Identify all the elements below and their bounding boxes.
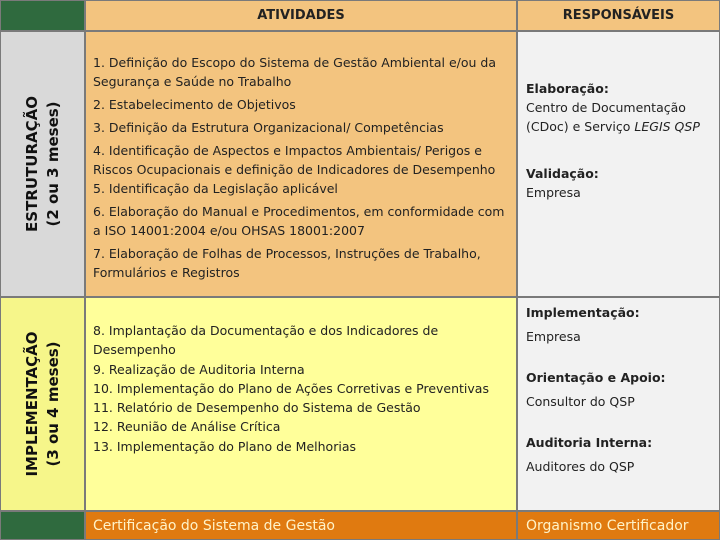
responsible-value: Auditores do QSP (526, 459, 635, 474)
activity-item: 2. Estabelecimento de Objetivos (93, 97, 296, 112)
phase-implementation-label-cell (0, 297, 85, 511)
phase-structuring-responsibles (517, 31, 720, 297)
phase-structuring-label-cell (0, 31, 85, 297)
footer-corner (0, 511, 85, 540)
activity-item: 8. Implantação da Documentação e dos Indicadores de Desempenho (93, 323, 439, 358)
phase-implementation-label (22, 331, 64, 476)
responsible-value: Empresa (526, 185, 581, 200)
phase-duration: (2 ou 3 meses) (43, 101, 62, 227)
footer-activity: Certificação do Sistema de Gestão (85, 511, 517, 540)
responsible-value: Centro de Documentação (CDoc) e Serviço LEGIS QSP (526, 100, 700, 134)
phase-implementation-activities (85, 297, 517, 511)
phase-structuring-label (22, 96, 64, 232)
responsible-value: Empresa (526, 329, 581, 344)
header-activities: ATIVIDADES (85, 0, 517, 31)
activity-item: 3. Definição da Estrutura Organizacional/ Competências (93, 120, 444, 135)
responsible-label: Auditoria Interna: (526, 435, 653, 450)
responsible-value: Consultor do QSP (526, 394, 635, 409)
phase-structuring-activities (85, 31, 517, 297)
responsible-label: Validação: (526, 166, 599, 181)
responsible-label: Orientação e Apoio: (526, 370, 666, 385)
phase-title: ESTRUTURAÇÃO (22, 96, 41, 232)
phase-implementation-responsibles (517, 297, 720, 511)
activity-item: 10. Implementação do Plano de Ações Corretivas e Preventivas (93, 380, 489, 396)
activity-item: 1. Definição do Escopo do Sistema de Gestão Ambiental e/ou da Segurança e Saúde no Trabalho (93, 55, 497, 89)
header-corner (0, 0, 85, 31)
responsible-label: Elaboração: (526, 81, 609, 96)
activity-item: 12. Reunião de Análise Crítica (93, 419, 281, 435)
header-responsibles: RESPONSÁVEIS (517, 0, 720, 31)
activity-item: 4. Identificação de Aspectos e Impactos Ambientais/ Perigos e Riscos Ocupacionais e definição de Indicadores de Desempenho (93, 143, 496, 177)
phase-duration: (3 ou 4 meses) (43, 341, 62, 467)
footer-responsible: Organismo Certificador (517, 511, 720, 540)
activity-item: 6. Elaboração do Manual e Procedimentos, em conformidade com a ISO 14001:2004 e/ou OHSAS 18001:2007 (93, 204, 505, 238)
activity-item: 13. Implementação do Plano de Melhorias (93, 438, 356, 454)
activity-item: 11. Relatório de Desempenho do Sistema de Gestão (93, 400, 421, 416)
activity-item: 5. Identificação da Legislação aplicável (93, 181, 338, 196)
responsible-label: Implementação: (526, 305, 640, 320)
activity-item: 9. Realização de Auditoria Interna (93, 361, 305, 377)
phase-title: IMPLEMENTAÇÃO (22, 331, 41, 477)
activity-item: 7. Elaboração de Folhas de Processos, Instruções de Trabalho, Formulários e Registros (93, 246, 481, 280)
